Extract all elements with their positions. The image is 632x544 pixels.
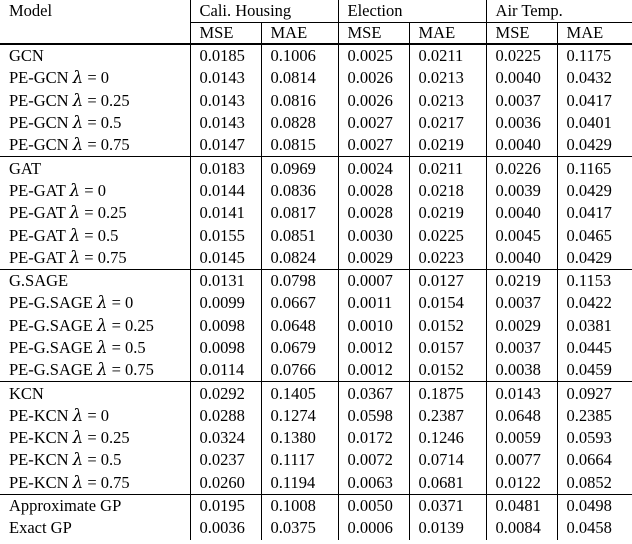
lambda-value: 0.5	[100, 450, 122, 470]
metric-value-cell: 0.0237	[190, 449, 261, 471]
metric-value-cell: 0.0024	[338, 157, 409, 180]
lambda-value: 0.75	[100, 135, 130, 155]
lambda-value: 0	[100, 405, 109, 425]
metric-value-cell: 0.0217	[409, 112, 486, 134]
table-row	[0, 247, 632, 270]
metric-value-cell: 0.1165	[557, 157, 632, 180]
metric-value-cell: 0.0927	[557, 382, 632, 405]
dataset-header-air-temp: Air Temp.	[486, 0, 632, 23]
lambda-symbol: λ =	[69, 247, 98, 267]
model-name: PE-GAT	[9, 247, 66, 267]
metric-value-cell: 0.0030	[338, 224, 409, 246]
table-row	[0, 224, 632, 246]
metric-value-cell: 0.0026	[338, 67, 409, 89]
model-name: PE-GCN	[9, 113, 69, 133]
lambda-value: 0.75	[125, 360, 154, 380]
metric-value-cell: 0.0029	[338, 247, 409, 270]
model-name: PE-KCN	[9, 472, 69, 492]
table-row	[0, 44, 632, 67]
model-name: PE-GAT	[9, 203, 66, 223]
metric-header-mae: MAE	[557, 23, 632, 45]
metric-value-cell: 0.0432	[566, 68, 612, 88]
metric-value-cell: 0.0036	[486, 112, 557, 134]
metric-value-cell: 0.0010	[338, 315, 409, 337]
metric-value-cell: 0.0029	[486, 315, 557, 337]
model-name: PE-GCN	[9, 135, 69, 155]
metric-value-cell: 0.0141	[190, 202, 261, 224]
metric-value-cell: 0.0288	[190, 405, 261, 427]
model-name-cell	[0, 405, 190, 427]
metric-value-cell: 0.0139	[409, 517, 486, 539]
metric-value-cell: 0.0050	[338, 494, 409, 517]
metric-value-cell: 0.2385	[566, 405, 612, 425]
model-name-cell	[0, 315, 190, 337]
metric-value-cell: 0.0152	[409, 359, 486, 382]
table-row	[0, 112, 632, 134]
model-name: PE-G.SAGE	[9, 315, 93, 335]
model-name-cell	[0, 44, 190, 67]
metric-value-cell: 0.0099	[190, 292, 261, 314]
metric-value-cell: 0.0422	[566, 293, 612, 313]
metric-value-cell: 0.1405	[261, 382, 338, 405]
model-name: PE-GCN	[9, 90, 69, 110]
metric-value-cell: 0.0824	[261, 247, 338, 270]
model-name-cell	[0, 517, 190, 539]
metric-value-cell: 0.0143	[486, 382, 557, 405]
metric-value-cell: 0.0458	[566, 518, 612, 538]
lambda-symbol: λ =	[69, 203, 98, 223]
metric-value-cell: 0.0185	[190, 44, 261, 67]
metric-value-cell: 0.0063	[338, 472, 409, 495]
lambda-symbol: λ =	[72, 450, 101, 470]
metric-value-cell: 0.0040	[486, 67, 557, 89]
table-row	[0, 292, 632, 314]
metric-value-cell: 0.0011	[338, 292, 409, 314]
lambda-symbol: λ =	[97, 315, 126, 335]
metric-value-cell: 0.0195	[190, 494, 261, 517]
metric-value-cell: 0.0218	[409, 180, 486, 202]
metric-value-cell: 0.0681	[409, 472, 486, 495]
model-name: Exact GP	[9, 518, 72, 538]
metric-value-cell: 0.0038	[486, 359, 557, 382]
table-row	[0, 315, 632, 337]
metric-value-cell: 0.0143	[190, 67, 261, 89]
model-name-cell	[0, 427, 190, 449]
metric-value-cell: 0.0037	[486, 292, 557, 314]
model-name: PE-G.SAGE	[9, 338, 93, 357]
metric-value-cell: 0.0226	[486, 157, 557, 180]
metric-value-cell: 0.1380	[261, 427, 338, 449]
metric-value-cell: 0.0143	[190, 112, 261, 134]
metric-value-cell: 0.0040	[486, 202, 557, 224]
model-name-cell	[0, 449, 190, 471]
metric-value-cell: 0.0036	[190, 517, 261, 539]
metric-value-cell: 0.0429	[566, 135, 612, 155]
model-name-cell	[0, 202, 190, 224]
table-row	[0, 382, 632, 405]
table-row	[0, 269, 632, 292]
metric-value-cell: 0.0219	[486, 269, 557, 292]
metric-value-cell: 0.0155	[190, 224, 261, 246]
model-name: Approximate GP	[9, 496, 122, 516]
metric-header-mae: MAE	[409, 23, 486, 45]
results-body	[0, 44, 632, 540]
model-name-cell	[0, 180, 190, 202]
metric-value-cell: 0.0012	[338, 337, 409, 359]
metric-value-cell: 0.0648	[261, 315, 338, 337]
metric-value-cell: 0.0417	[566, 203, 612, 223]
metric-value-cell: 0.0211	[409, 157, 486, 180]
metric-header-row	[0, 23, 632, 45]
model-name: PE-KCN	[9, 405, 69, 425]
table-row	[0, 449, 632, 471]
dataset-header-cali-housing: Cali. Housing	[190, 0, 338, 23]
lambda-value: 0.25	[97, 203, 127, 223]
lambda-value: 0	[97, 180, 106, 200]
model-name-cell	[0, 90, 190, 112]
model-name: PE-KCN	[9, 428, 69, 448]
metric-value-cell: 0.0213	[409, 67, 486, 89]
model-name: PE-G.SAGE	[9, 360, 93, 380]
model-name: PE-GAT	[9, 225, 66, 245]
metric-value-cell: 0.0147	[190, 134, 261, 157]
metric-value-cell: 0.0324	[190, 427, 261, 449]
model-name: GCN	[9, 46, 44, 66]
lambda-value: 0.75	[100, 472, 130, 492]
metric-header-mse: MSE	[338, 23, 409, 45]
metric-value-cell: 0.1153	[557, 269, 632, 292]
metric-value-cell: 0.0498	[557, 494, 632, 517]
metric-value-cell: 0.1246	[409, 427, 486, 449]
metric-value-cell: 0.0157	[409, 337, 486, 359]
metric-value-cell: 0.0417	[566, 90, 612, 110]
model-column-header: Model	[0, 0, 190, 23]
metric-value-cell: 0.0213	[409, 90, 486, 112]
metric-value-cell: 0.1194	[261, 472, 338, 495]
metric-value-cell: 0.0465	[566, 225, 612, 245]
metric-value-cell: 0.0039	[486, 180, 557, 202]
metric-value-cell: 0.0098	[190, 337, 261, 359]
model-name: PE-G.SAGE	[9, 293, 93, 313]
metric-value-cell: 0.0593	[566, 428, 612, 448]
lambda-symbol: λ =	[97, 338, 126, 357]
metric-value-cell: 0.0598	[338, 405, 409, 427]
lambda-symbol: λ =	[72, 405, 101, 425]
metric-value-cell: 0.0828	[261, 112, 338, 134]
lambda-symbol: λ =	[72, 68, 101, 88]
metric-value-cell: 0.1274	[261, 405, 338, 427]
lambda-symbol: λ =	[72, 90, 101, 110]
lambda-value: 0.75	[97, 247, 127, 267]
table-row	[0, 427, 632, 449]
lambda-value: 0.25	[125, 315, 154, 335]
metric-value-cell: 0.0445	[566, 338, 612, 357]
metric-value-cell: 0.0401	[566, 113, 612, 133]
metric-value-cell: 0.0219	[409, 202, 486, 224]
lambda-value: 0	[125, 293, 134, 313]
model-name: G.SAGE	[9, 271, 69, 291]
metric-value-cell: 0.0429	[566, 247, 612, 267]
metric-value-cell: 0.0040	[486, 134, 557, 157]
metric-value-cell: 0.0007	[338, 269, 409, 292]
metric-value-cell: 0.0183	[190, 157, 261, 180]
model-name-cell	[0, 224, 190, 246]
table-row	[0, 472, 632, 495]
metric-value-cell: 0.0122	[486, 472, 557, 495]
metric-value-cell: 0.0144	[190, 180, 261, 202]
metric-value-cell: 0.0172	[338, 427, 409, 449]
lambda-symbol: λ =	[72, 428, 101, 448]
metric-value-cell: 0.0037	[486, 337, 557, 359]
model-name: KCN	[9, 383, 44, 403]
metric-value-cell: 0.2387	[409, 405, 486, 427]
metric-value-cell: 0.0852	[566, 472, 612, 492]
metric-value-cell: 0.0429	[566, 180, 612, 200]
lambda-symbol: λ =	[72, 113, 101, 133]
table-row	[0, 180, 632, 202]
metric-value-cell: 0.0225	[486, 44, 557, 67]
lambda-value: 0	[100, 68, 109, 88]
metric-value-cell: 0.1117	[261, 449, 338, 471]
metric-value-cell: 0.1875	[409, 382, 486, 405]
model-name-cell	[0, 247, 190, 270]
metric-value-cell: 0.0371	[409, 494, 486, 517]
table-row	[0, 157, 632, 180]
metric-value-cell: 0.0084	[486, 517, 557, 539]
metric-header-mse: MSE	[190, 23, 261, 45]
model-name-cell	[0, 337, 190, 359]
metric-value-cell: 0.0817	[261, 202, 338, 224]
dataset-header-row	[0, 0, 632, 23]
model-name-cell	[0, 359, 190, 382]
metric-value-cell: 0.0814	[261, 67, 338, 89]
model-name: PE-KCN	[9, 450, 69, 470]
model-name-cell	[0, 472, 190, 495]
model-name-cell	[0, 157, 190, 180]
model-name: PE-GAT	[9, 180, 66, 200]
metric-value-cell: 0.0211	[409, 44, 486, 67]
lambda-symbol: λ =	[69, 180, 98, 200]
lambda-value: 0.25	[100, 428, 130, 448]
metric-value-cell: 0.0223	[409, 247, 486, 270]
metric-value-cell: 0.0040	[486, 247, 557, 270]
metric-value-cell: 0.0766	[261, 359, 338, 382]
metric-value-cell: 0.0815	[261, 134, 338, 157]
metric-value-cell: 0.1006	[261, 44, 338, 67]
model-name-cell	[0, 494, 190, 517]
model-name-cell	[0, 382, 190, 405]
model-name-cell	[0, 292, 190, 314]
lambda-symbol: λ =	[72, 472, 101, 492]
lambda-symbol: λ =	[72, 135, 101, 155]
lambda-symbol: λ =	[69, 225, 98, 245]
lambda-value: 0.25	[100, 90, 130, 110]
dataset-header-election: Election	[338, 0, 486, 23]
metric-value-cell: 0.0367	[338, 382, 409, 405]
metric-value-cell: 0.0114	[190, 359, 261, 382]
metric-header-spacer	[0, 23, 190, 45]
metric-value-cell: 0.0836	[261, 180, 338, 202]
metric-value-cell: 0.0667	[261, 292, 338, 314]
metric-value-cell: 0.0077	[486, 449, 557, 471]
metric-value-cell: 0.0025	[338, 44, 409, 67]
metric-value-cell: 0.0027	[338, 134, 409, 157]
metric-value-cell: 0.0028	[338, 202, 409, 224]
table-row	[0, 359, 632, 382]
lambda-symbol: λ =	[97, 360, 126, 380]
metric-value-cell: 0.0026	[338, 90, 409, 112]
metric-value-cell: 0.0028	[338, 180, 409, 202]
metric-value-cell: 0.0225	[409, 224, 486, 246]
metric-value-cell: 0.0375	[261, 517, 338, 539]
metric-value-cell: 0.0154	[409, 292, 486, 314]
metric-value-cell: 0.0292	[190, 382, 261, 405]
metric-value-cell: 0.0072	[338, 449, 409, 471]
table-row	[0, 67, 632, 89]
metric-header-mae: MAE	[261, 23, 338, 45]
model-name-cell	[0, 67, 190, 89]
metric-value-cell: 0.0969	[261, 157, 338, 180]
metric-value-cell: 0.0145	[190, 247, 261, 270]
metric-value-cell: 0.0664	[566, 450, 612, 470]
lambda-value: 0.5	[100, 113, 122, 133]
metric-value-cell: 0.0648	[486, 405, 557, 427]
metric-value-cell: 0.0059	[486, 427, 557, 449]
lambda-value: 0.5	[97, 225, 119, 245]
metric-header-mse: MSE	[486, 23, 557, 45]
model-name-cell	[0, 269, 190, 292]
metric-value-cell: 0.0131	[190, 269, 261, 292]
metric-value-cell: 0.0098	[190, 315, 261, 337]
metric-value-cell: 0.0851	[261, 224, 338, 246]
model-name-cell	[0, 112, 190, 134]
metric-value-cell: 0.0152	[409, 315, 486, 337]
metric-value-cell: 0.0027	[338, 112, 409, 134]
lambda-symbol: λ =	[97, 293, 126, 313]
metric-value-cell: 0.0012	[338, 359, 409, 382]
metric-value-cell: 0.0260	[190, 472, 261, 495]
metric-value-cell: 0.0459	[566, 360, 612, 380]
metric-value-cell: 0.0816	[261, 90, 338, 112]
metric-value-cell: 0.1008	[261, 494, 338, 517]
lambda-value: 0.5	[125, 338, 146, 357]
metric-value-cell: 0.1175	[557, 44, 632, 67]
model-name: PE-GCN	[9, 68, 69, 88]
model-name: GAT	[9, 158, 42, 178]
table-row	[0, 405, 632, 427]
model-name-cell	[0, 134, 190, 157]
table-row	[0, 337, 632, 359]
table-row	[0, 90, 632, 112]
table-row	[0, 202, 632, 224]
metric-value-cell: 0.0481	[486, 494, 557, 517]
metric-value-cell: 0.0045	[486, 224, 557, 246]
table-row	[0, 517, 632, 539]
metric-value-cell: 0.0381	[566, 315, 612, 335]
metric-value-cell: 0.0679	[261, 337, 338, 359]
metric-value-cell: 0.0037	[486, 90, 557, 112]
metric-value-cell: 0.0127	[409, 269, 486, 292]
table-row	[0, 494, 632, 517]
metric-value-cell: 0.0219	[409, 134, 486, 157]
metric-value-cell: 0.0006	[338, 517, 409, 539]
metric-value-cell: 0.0143	[190, 90, 261, 112]
table-row	[0, 134, 632, 157]
metric-value-cell: 0.0798	[261, 269, 338, 292]
metric-value-cell: 0.0714	[409, 449, 486, 471]
